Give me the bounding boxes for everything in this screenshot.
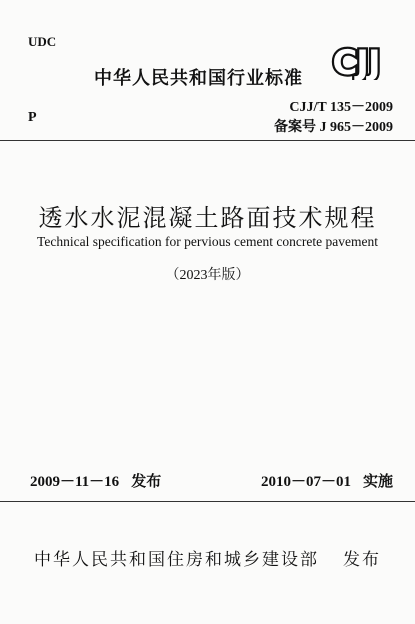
publish-date-block bbox=[30, 470, 161, 491]
category-label: P bbox=[28, 110, 37, 125]
filing-number: 备案号 J 965－2009 bbox=[274, 120, 393, 135]
effective-label: 实施 bbox=[362, 474, 393, 490]
cjj-logo-text: CJJ bbox=[332, 44, 380, 80]
effective-date: 2010－07－01 bbox=[260, 474, 351, 490]
udc-label: UDC bbox=[28, 34, 57, 49]
document-title-english: Technical specification for pervious cement concrete pavement bbox=[37, 234, 378, 249]
edition-label: （2023年版） bbox=[165, 268, 250, 283]
standard-code: CJJ/T 135－2009 bbox=[289, 100, 393, 115]
publish-label: 发布 bbox=[131, 474, 162, 490]
document-title: 透水水泥混凝土路面技术规程 bbox=[38, 206, 377, 232]
issuer-action: 发布 bbox=[343, 550, 381, 570]
effective-date-block bbox=[261, 470, 393, 491]
publish-date: 2009－11－16 bbox=[30, 474, 120, 490]
standard-type: 中华人民共和国行业标准 bbox=[94, 68, 303, 89]
divider-bottom bbox=[0, 501, 415, 502]
divider-top bbox=[0, 140, 415, 141]
cjj-logo bbox=[322, 44, 390, 80]
issuer: 中华人民共和国住房和城乡建设部 bbox=[34, 550, 319, 570]
